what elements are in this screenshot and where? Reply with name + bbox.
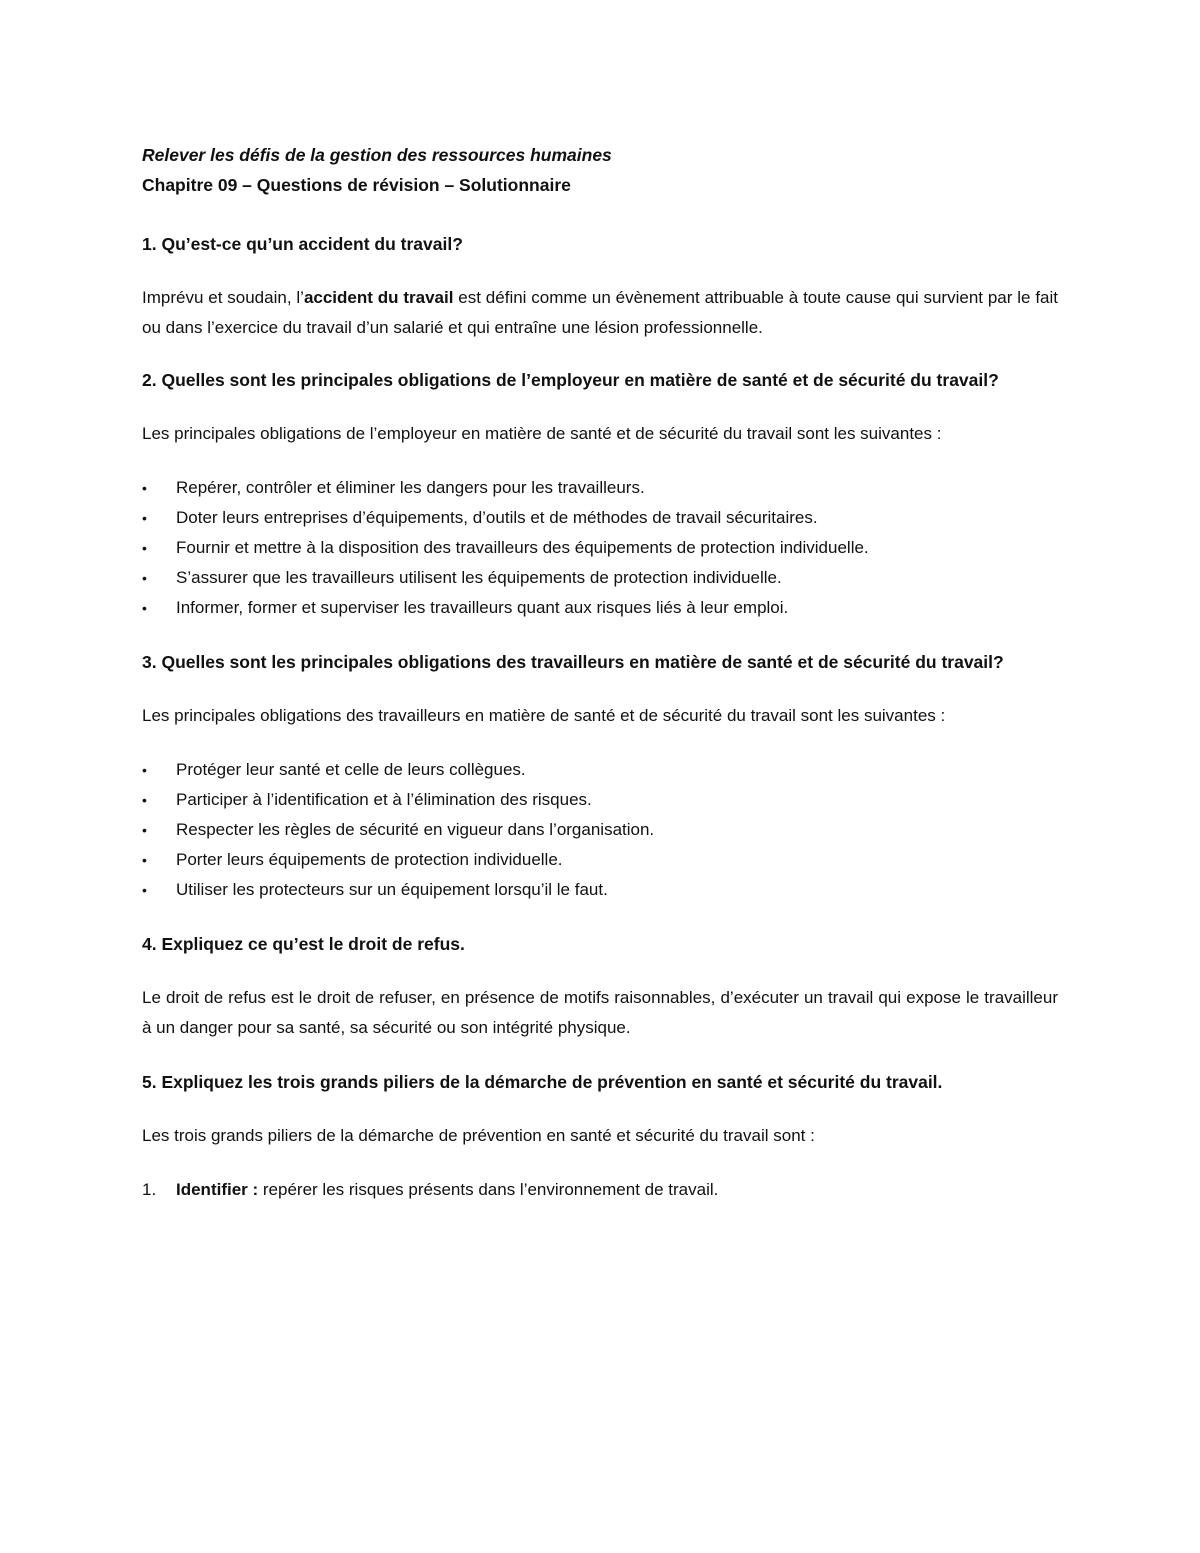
question-1: 1. Qu’est-ce qu’un accident du travail? xyxy=(142,234,463,254)
answer-5-intro: Les trois grands piliers de la démarche de prévention en santé et sécurité du travail sont : xyxy=(142,1126,815,1145)
list-item: • Repérer, contrôler et éliminer les dangers pour les travailleurs. xyxy=(142,473,1058,503)
bullet-icon: • xyxy=(142,480,147,496)
question-4: 4. Expliquez ce qu’est le droit de refus. xyxy=(142,934,465,954)
list-item: • Protéger leur santé et celle de leurs collègues. xyxy=(142,755,1058,785)
pillar-term: Identifier : xyxy=(176,1180,259,1199)
answer-1-term: accident du travail xyxy=(303,288,454,307)
book-title: Relever les défis de la gestion des ressources humaines xyxy=(142,145,612,165)
document-body xyxy=(142,140,1058,1205)
bullet-icon: • xyxy=(142,510,147,526)
list-item: • Doter leurs entreprises d’équipements, d’outils et de méthodes de travail sécuritaires. xyxy=(142,503,1058,533)
prevention-pillars-list xyxy=(142,1175,1058,1205)
bullet-icon: • xyxy=(142,762,147,778)
answer-1-pre: Imprévu et soudain, l’ xyxy=(142,288,304,307)
list-item: • Fournir et mettre à la disposition des travailleurs des équipements de protection individuelle. xyxy=(142,533,1058,563)
answer-1-post: est défini comme un évènement attribuable à toute cause qui survient par le fait ou dans l’exercice du travail d’un salarié et qui entraîne une lésion professionnelle. xyxy=(142,288,1058,337)
list-item: • Participer à l’identification et à l’élimination des risques. xyxy=(142,785,1058,815)
bullet-icon: • xyxy=(142,882,147,898)
answer-3-intro: Les principales obligations des travailleurs en matière de santé et de sécurité du travail sont les suivantes : xyxy=(142,706,946,725)
bullet-icon: • xyxy=(142,600,147,616)
worker-obligations-list xyxy=(142,755,1058,905)
question-5: 5. Expliquez les trois grands piliers de la démarche de prévention en santé et sécurité du travail. xyxy=(142,1072,943,1092)
list-item: • Porter leurs équipements de protection individuelle. xyxy=(142,845,1058,875)
chapter-title: Chapitre 09 – Questions de révision – Solutionnaire xyxy=(142,175,571,195)
list-item: • S’assurer que les travailleurs utilisent les équipements de protection individuelle. xyxy=(142,563,1058,593)
answer-1 xyxy=(142,283,1058,343)
pillar-text: repérer les risques présents dans l’environnement de travail. xyxy=(258,1180,719,1199)
list-item: • Informer, former et superviser les travailleurs quant aux risques liés à leur emploi. xyxy=(142,593,1058,623)
list-number: 1. xyxy=(142,1180,157,1199)
list-item: • Respecter les règles de sécurité en vigueur dans l’organisation. xyxy=(142,815,1058,845)
question-3: 3. Quelles sont les principales obligations des travailleurs en matière de santé et de sécurité du travail? xyxy=(142,652,1004,672)
list-item: • Utiliser les protecteurs sur un équipement lorsqu’il le faut. xyxy=(142,875,1058,905)
question-2: 2. Quelles sont les principales obligations de l’employeur en matière de santé et de sécurité du travail? xyxy=(142,370,999,390)
bullet-icon: • xyxy=(142,852,147,868)
answer-2-intro: Les principales obligations de l’employeur en matière de santé et de sécurité du travail sont les suivantes : xyxy=(142,424,942,443)
bullet-icon: • xyxy=(142,540,147,556)
answer-4: Le droit de refus est le droit de refuser, en présence de motifs raisonnables, d’exécuter un travail qui expose le travailleur à un danger pour sa santé, sa sécurité ou son intégrité physique. xyxy=(142,988,1058,1037)
list-item xyxy=(142,1175,1058,1205)
bullet-icon: • xyxy=(142,570,147,586)
bullet-icon: • xyxy=(142,822,147,838)
bullet-icon: • xyxy=(142,792,147,808)
employer-obligations-list xyxy=(142,473,1058,623)
